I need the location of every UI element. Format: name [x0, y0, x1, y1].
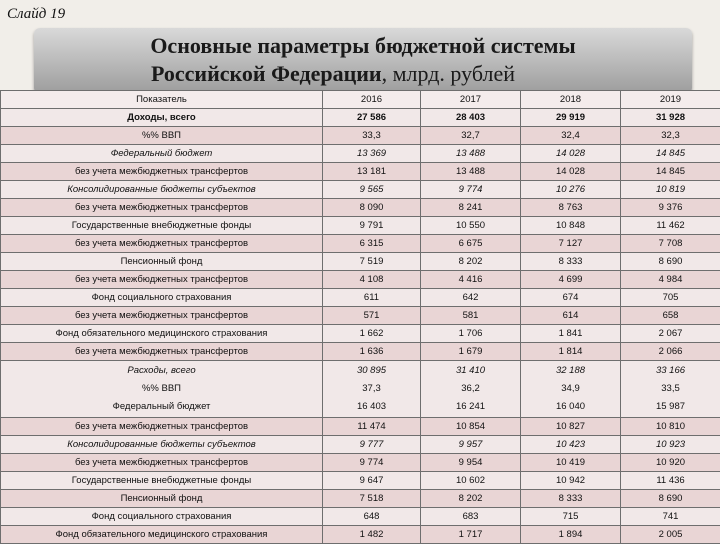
table-cell-value: 31 928 [621, 109, 720, 127]
header-year: 2016 [323, 91, 421, 109]
table-cell-value: 13 369 [323, 145, 421, 163]
title-line-2-rest: , млрд. рублей [382, 61, 515, 86]
table-body [1, 91, 720, 544]
table-cell-value: 13 488 [421, 163, 521, 181]
table-cell-label: без учета межбюджетных трансфертов [1, 343, 323, 361]
table-cell-value: 9 791 [323, 217, 421, 235]
header-year: 2019 [621, 91, 720, 109]
table-row [1, 289, 720, 307]
table-cell-value: 11 462 [621, 217, 720, 235]
table-cell-value: 10 810 [621, 418, 720, 436]
table-row [1, 253, 720, 271]
table-cell-value: 32,4 [521, 127, 621, 145]
table-cell-value: 658 [621, 307, 720, 325]
header-year: 2018 [521, 91, 621, 109]
header-indicator: Показатель [1, 91, 323, 109]
table-cell-label: Государственные внебюджетные фонды [1, 217, 323, 235]
expenses-value: 31 410 [424, 362, 517, 380]
table-cell-value: 648 [323, 508, 421, 526]
table-cell-value: 14 845 [621, 163, 720, 181]
table-cell-label: без учета межбюджетных трансфертов [1, 235, 323, 253]
expenses-block-values [421, 361, 521, 418]
table-cell-value: 8 690 [621, 490, 720, 508]
table-cell-value: 611 [323, 289, 421, 307]
table-cell-label: Государственные внебюджетные фонды [1, 472, 323, 490]
table-cell-label: Пенсионный фонд [1, 490, 323, 508]
table-row [1, 307, 720, 325]
table-cell-value: 27 586 [323, 109, 421, 127]
table-cell-value: 2 066 [621, 343, 720, 361]
expenses-block-values [521, 361, 621, 418]
table-cell-value: 9 774 [323, 454, 421, 472]
table-cell-value: 29 919 [521, 109, 621, 127]
table-cell-value: 33,3 [323, 127, 421, 145]
table-cell-value: 10 550 [421, 217, 521, 235]
expenses-value: 37,3 [326, 380, 417, 398]
table-cell-value: 6 675 [421, 235, 521, 253]
table-cell-value: 32,3 [621, 127, 720, 145]
header-year: 2017 [421, 91, 521, 109]
table-cell-value: 32,7 [421, 127, 521, 145]
title-line-1: Основные параметры бюджетной системы [150, 33, 575, 58]
expenses-value: 16 040 [524, 398, 617, 416]
table-cell-label: Фонд социального страхования [1, 508, 323, 526]
table-cell-value: 9 777 [323, 436, 421, 454]
table-cell-value: 14 845 [621, 145, 720, 163]
table-cell-value: 9 647 [323, 472, 421, 490]
table-cell-value: 2 067 [621, 325, 720, 343]
expenses-block-values [621, 361, 720, 418]
table-cell-value: 705 [621, 289, 720, 307]
table-cell-value: 8 763 [521, 199, 621, 217]
table-row [1, 343, 720, 361]
table-row [1, 235, 720, 253]
expenses-value: 16 241 [424, 398, 517, 416]
table-row [1, 199, 720, 217]
table-cell-label: Консолидированные бюджеты субъектов [1, 181, 323, 199]
slide-number-label: Слайд 19 [7, 6, 65, 23]
table-cell-value: 10 848 [521, 217, 621, 235]
table-cell-label: без учета межбюджетных трансфертов [1, 418, 323, 436]
table-cell-value: 8 202 [421, 253, 521, 271]
expenses-value: 34,9 [524, 380, 617, 398]
table-row [1, 145, 720, 163]
table-cell-value: 10 854 [421, 418, 521, 436]
expenses-label: %% ВВП [4, 380, 319, 398]
table-cell-label: Фонд обязательного медицинского страхования [1, 325, 323, 343]
table-cell-label: %% ВВП [1, 127, 323, 145]
table-row [1, 472, 720, 490]
table-cell-value: 1 482 [323, 526, 421, 544]
table-row [1, 436, 720, 454]
table-cell-label: Федеральный бюджет [1, 145, 323, 163]
table-cell-value: 7 518 [323, 490, 421, 508]
table-cell-value: 1 636 [323, 343, 421, 361]
table-cell-value: 674 [521, 289, 621, 307]
table-row [1, 217, 720, 235]
table-cell-label: Консолидированные бюджеты субъектов [1, 436, 323, 454]
table-cell-value: 1 706 [421, 325, 521, 343]
table-cell-label: без учета межбюджетных трансфертов [1, 454, 323, 472]
table-cell-value: 7 708 [621, 235, 720, 253]
title-line-2-bold: Российской Федерации [151, 61, 382, 86]
table-cell-value: 7 519 [323, 253, 421, 271]
slide-title [34, 32, 692, 88]
table-cell-label: без учета межбюджетных трансфертов [1, 271, 323, 289]
table-cell-label: Фонд обязательного медицинского страхования [1, 526, 323, 544]
table-cell-value: 7 127 [521, 235, 621, 253]
table-cell-value: 10 942 [521, 472, 621, 490]
table-cell-value: 28 403 [421, 109, 521, 127]
expenses-value: 33 166 [624, 362, 717, 380]
table-cell-value: 9 774 [421, 181, 521, 199]
budget-parameters-table [0, 90, 720, 544]
table-row [1, 490, 720, 508]
table-cell-value: 11 436 [621, 472, 720, 490]
table-cell-value: 1 717 [421, 526, 521, 544]
table-cell-value: 10 819 [621, 181, 720, 199]
table-cell-value: 571 [323, 307, 421, 325]
table-cell-label: Пенсионный фонд [1, 253, 323, 271]
table-cell-value: 4 699 [521, 271, 621, 289]
table-cell-value: 9 565 [323, 181, 421, 199]
table-cell-value: 614 [521, 307, 621, 325]
table-row [1, 109, 720, 127]
table-cell-value: 14 028 [521, 163, 621, 181]
table-cell-value: 8 241 [421, 199, 521, 217]
table-cell-value: 1 662 [323, 325, 421, 343]
table-cell-value: 8 202 [421, 490, 521, 508]
table-cell-value: 4 416 [421, 271, 521, 289]
expenses-value: 36,2 [424, 380, 517, 398]
table-cell-value: 4 108 [323, 271, 421, 289]
table-cell-label: Доходы, всего [1, 109, 323, 127]
table-cell-label: без учета межбюджетных трансфертов [1, 163, 323, 181]
table-cell-value: 13 488 [421, 145, 521, 163]
table-row [1, 526, 720, 544]
table-cell-value: 581 [421, 307, 521, 325]
table-cell-value: 10 276 [521, 181, 621, 199]
table-row [1, 127, 720, 145]
table-cell-value: 715 [521, 508, 621, 526]
table-cell-value: 8 333 [521, 490, 621, 508]
expenses-value: 15 987 [624, 398, 717, 416]
table-cell-value: 1 679 [421, 343, 521, 361]
table-cell-value: 11 474 [323, 418, 421, 436]
table-cell-value: 6 315 [323, 235, 421, 253]
table-cell-value: 13 181 [323, 163, 421, 181]
table-cell-value: 1 894 [521, 526, 621, 544]
table-cell-value: 10 423 [521, 436, 621, 454]
table-row [1, 325, 720, 343]
table-cell-value: 4 984 [621, 271, 720, 289]
table-cell-label: без учета межбюджетных трансфертов [1, 307, 323, 325]
expenses-label: Расходы, всего [4, 362, 319, 380]
table-cell-value: 8 690 [621, 253, 720, 271]
table-cell-label: Фонд социального страхования [1, 289, 323, 307]
expenses-value: 16 403 [326, 398, 417, 416]
table-cell-value: 8 090 [323, 199, 421, 217]
table-cell-value: 2 005 [621, 526, 720, 544]
table-cell-value: 1 841 [521, 325, 621, 343]
expenses-block-labels [1, 361, 323, 418]
table-cell-value: 1 814 [521, 343, 621, 361]
table-cell-value: 9 954 [421, 454, 521, 472]
table-cell-value: 14 028 [521, 145, 621, 163]
table-cell-value: 642 [421, 289, 521, 307]
table-cell-label: без учета межбюджетных трансфертов [1, 199, 323, 217]
table-cell-value: 10 827 [521, 418, 621, 436]
table-cell-value: 10 419 [521, 454, 621, 472]
title-line-2 [34, 60, 692, 88]
table-row [1, 454, 720, 472]
table-cell-value: 683 [421, 508, 521, 526]
expenses-value: 30 895 [326, 362, 417, 380]
table-row [1, 271, 720, 289]
table-row [1, 508, 720, 526]
table-cell-value: 9 957 [421, 436, 521, 454]
expenses-value: 32 188 [524, 362, 617, 380]
table-row [1, 418, 720, 436]
table-cell-value: 8 333 [521, 253, 621, 271]
table-cell-value: 10 920 [621, 454, 720, 472]
table-cell-value: 10 602 [421, 472, 521, 490]
expenses-label: Федеральный бюджет [4, 398, 319, 416]
expenses-block-row [1, 361, 720, 418]
table-cell-value: 9 376 [621, 199, 720, 217]
expenses-block-values [323, 361, 421, 418]
table-row [1, 181, 720, 199]
table-cell-value: 10 923 [621, 436, 720, 454]
table-cell-value: 741 [621, 508, 720, 526]
expenses-value: 33,5 [624, 380, 717, 398]
table-row [1, 163, 720, 181]
table-header-row [1, 91, 720, 109]
